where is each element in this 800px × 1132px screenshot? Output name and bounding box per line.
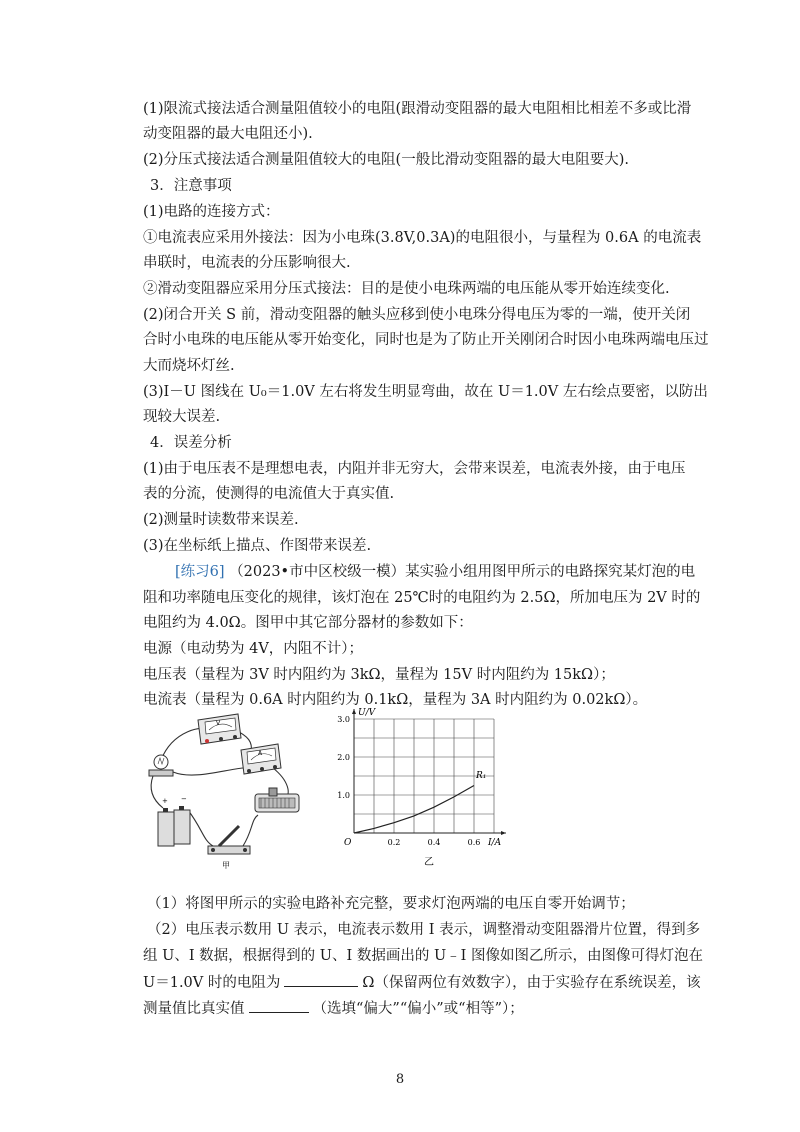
text-line: (1)由于电压表不是理想电表，内阻并非无穷大，会带来误差，电流表外接，由于电压	[143, 461, 686, 477]
text-line	[143, 998, 524, 1019]
text-line: ②滑动变阻器应采用分压式接法：目的是使小电珠两端的电压能从零开始连续变化.	[143, 281, 670, 297]
question-text: Ω（保留两位有效数字），由于实验存在系统误差，该	[362, 975, 701, 991]
text-line: (1)电路的连接方式：	[143, 204, 280, 220]
exercise-text: （2023•市中区校级一模）某实验小组用图甲所示的电路探究某灯泡的电	[229, 564, 696, 580]
wire	[243, 815, 258, 846]
x-tick-label: 0.6	[467, 838, 481, 847]
question-text: U＝1.0V 时的电阻为	[143, 975, 281, 991]
text-line: 阻和功率随电压变化的规律，该灯泡在 25℃时的电阻约为 2.5Ω，所加电压为 2V 时的	[143, 590, 701, 606]
text-line: 动变阻器的最大电阻还小).	[143, 126, 313, 142]
page-number: 8	[395, 1072, 405, 1087]
rheostat-icon	[255, 788, 299, 812]
y-tick-label: 1.0	[337, 791, 350, 800]
section-heading: 3．注意事项	[150, 178, 232, 194]
bulb-icon	[149, 755, 173, 776]
text-line: ①电流表应采用外接法：因为小电珠(3.8V,0.3A)的电阻很小，与量程为 0.6A 的电流表	[143, 230, 702, 246]
answer-blank[interactable]	[284, 972, 358, 987]
voltmeter-icon	[198, 714, 241, 744]
answer-blank[interactable]	[249, 998, 309, 1013]
switch-icon	[208, 826, 250, 854]
exercise-line	[175, 562, 695, 582]
text-line: (1)限流式接法适合测量阻值较小的电阻(跟滑动变阻器的最大电阻相比相差不多或比滑	[143, 101, 692, 117]
series-label: R₁	[476, 770, 487, 781]
exercise-tag: [练习6]	[175, 564, 225, 580]
wire	[173, 768, 243, 775]
x-axis-arrow	[501, 831, 506, 835]
wire	[188, 810, 213, 846]
graph-ticks	[337, 715, 480, 847]
text-line: (2)分压式接法适合测量阻值较大的电阻(一般比滑动变阻器的最大电阻要大).	[143, 152, 629, 168]
ui-graph	[328, 703, 502, 873]
question-text: （选填“偏大”“偏小”或“相等”）；	[312, 1001, 524, 1017]
voltmeter-label: V	[216, 720, 221, 727]
text-line: 合时小电珠的电压能从零开始变化，同时也是为了防止开关刚闭合时因小电珠两端电压过	[143, 332, 709, 348]
x-axis-label: I/A	[488, 838, 502, 848]
text-line: (2)测量时读数带来误差.	[143, 512, 299, 528]
minus-sign: −	[181, 795, 187, 803]
y-tick-label: 3.0	[337, 715, 350, 724]
text-line: 现较大误差.	[143, 409, 221, 425]
x-tick-label: 0.4	[427, 838, 441, 847]
question-text: 测量值比真实值	[143, 1001, 245, 1017]
circuit-diagram	[143, 700, 301, 870]
figure-caption: 乙	[424, 857, 434, 868]
x-tick-label: 0.2	[387, 838, 401, 847]
text-line: 组 U、I 数据，根据得到的 U、I 数据画出的 U﹣I 图像如图乙所示，由图像可得灯泡在	[143, 948, 703, 964]
text-line: (3)I－U 图线在 U₀＝1.0V 左右将发生明显弯曲，故在 U＝1.0V 左右绘点要密，以防出	[143, 384, 708, 400]
text-line: （2）电压表示数用 U 表示，电流表示数用 I 表示，调整滑动变阻器滑片位置，得到多	[147, 922, 701, 938]
figure-caption: 甲	[222, 861, 230, 870]
graph-grid	[354, 719, 494, 833]
text-line	[143, 972, 701, 993]
text-line: 串联时，电流表的分压影响很大.	[143, 255, 351, 271]
ammeter-label: A	[258, 750, 263, 757]
text-line: 大而烧坏灯丝.	[143, 358, 235, 374]
text-line: 表的分流，使测得的电流值大于真实值.	[143, 486, 395, 502]
text-line: 电压表（量程为 3V 时内阻约为 3kΩ，量程为 15V 时内阻约为 15kΩ）；	[143, 667, 615, 683]
text-line: 电阻约为 4.0Ω。图甲中其它部分器材的参数如下：	[143, 615, 473, 631]
plus-sign: +	[162, 797, 168, 805]
y-axis-label: U/V	[358, 708, 376, 718]
text-line: 电流表（量程为 0.6A 时内阻约为 0.1kΩ，量程为 3A 时内阻约为 0.02kΩ）。	[143, 692, 648, 708]
battery-icon	[158, 806, 190, 846]
section-heading: 4．误差分析	[150, 435, 232, 451]
text-line: (3)在坐标纸上描点、作图带来误差.	[143, 538, 372, 554]
text-line: 电源（电动势为 4V，内阻不计）；	[143, 641, 364, 657]
text-line: (2)闭合开关 S 前，滑动变阻器的触头应移到使小电珠分得电压为零的一端，使开关闭	[143, 307, 691, 323]
origin-label: O	[344, 838, 352, 848]
y-tick-label: 2.0	[337, 753, 350, 762]
text-line: （1）将图甲所示的实验电路补充完整，要求灯泡两端的电压自零开始调节；	[147, 896, 635, 912]
y-axis-arrow	[352, 709, 356, 714]
